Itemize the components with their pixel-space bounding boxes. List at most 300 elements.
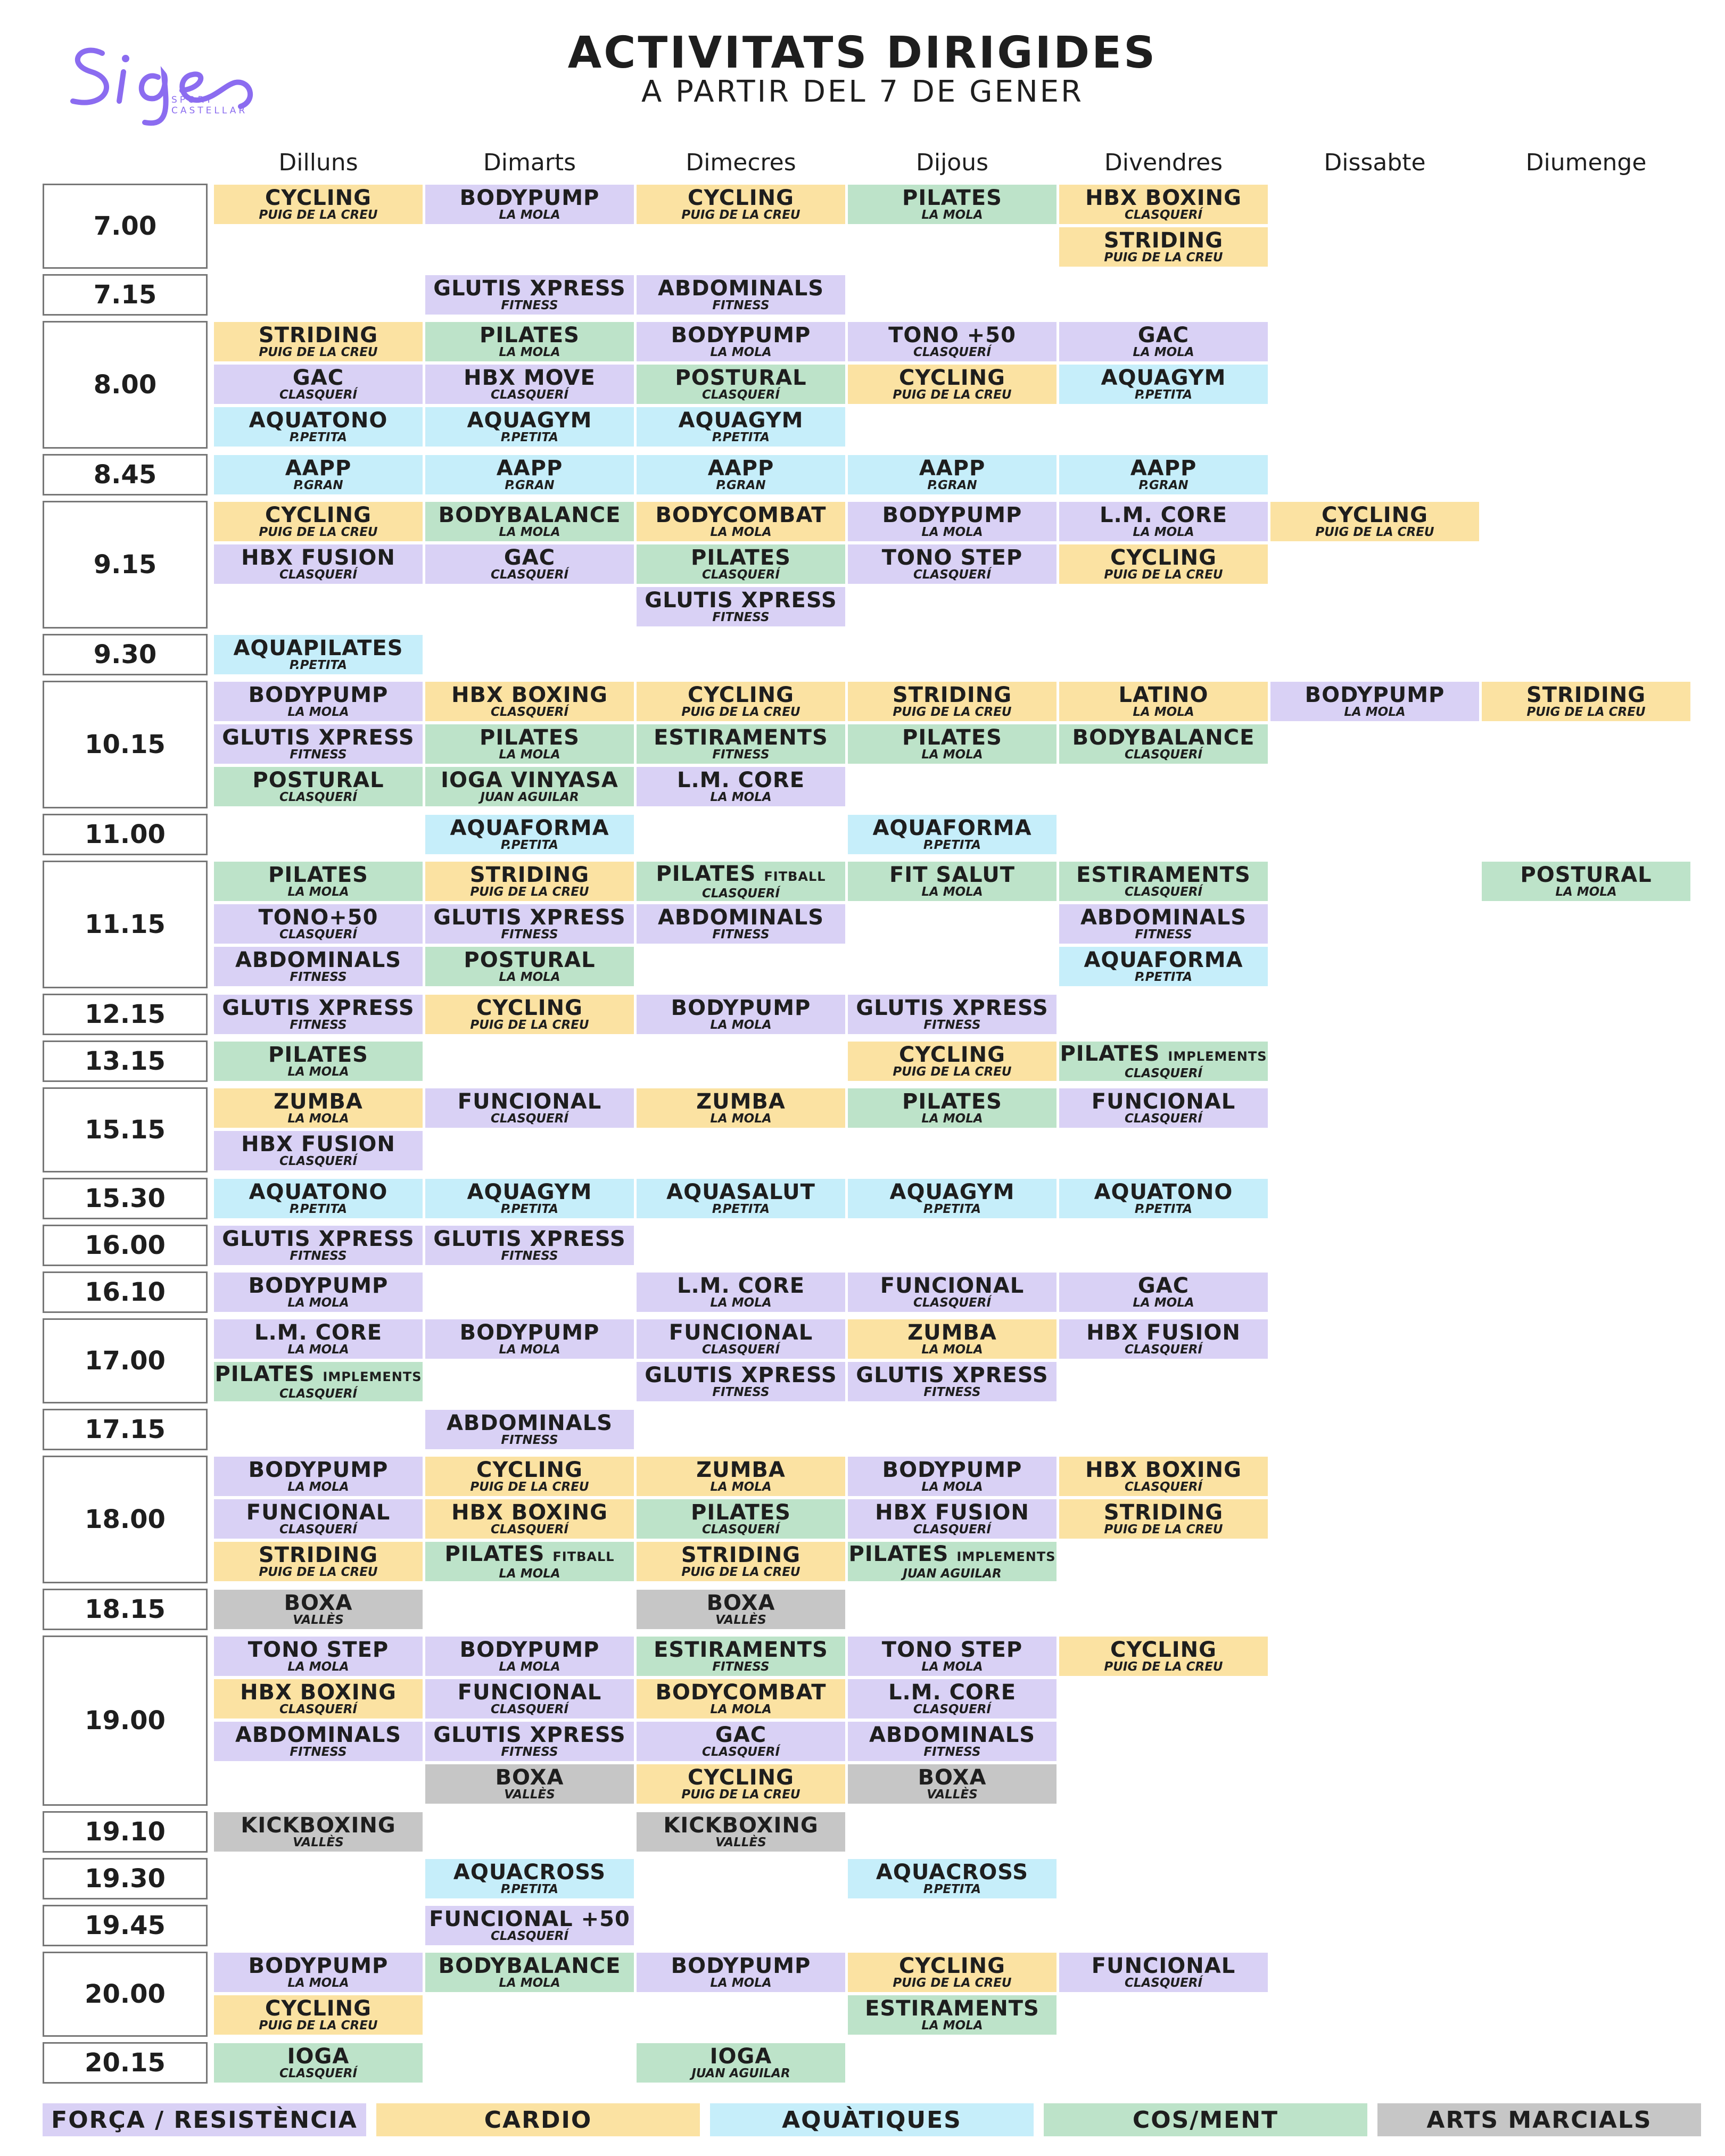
class-name-text: GLUTIS XPRESS [433,276,626,301]
class-name-text: HBX FUSION [241,1132,395,1157]
class-name-text: TONO STEP [247,1638,389,1662]
time-slot-label: 9.30 [43,634,208,675]
day-header: Dimarts [483,149,576,176]
class-cell [637,455,845,494]
class-cell [425,767,634,806]
class-location: CLASQUERÍ [1124,1976,1203,1990]
class-cell [425,275,634,315]
class-cell [1059,322,1268,361]
class-cell [1059,862,1268,901]
class-location: PUIG DE LA CREU [681,1788,800,1802]
class-location: CLASQUERÍ [913,1703,992,1716]
class-name [249,1459,389,1481]
class-location: JUAN AGUILAR [480,790,579,804]
class-name [1101,367,1226,389]
class-name-text: AAPP [496,456,563,481]
class-location: CLASQUERÍ [490,388,569,402]
class-name [710,2046,772,2067]
class-name-text: CYCLING [899,1043,1005,1067]
class-name-text: ABDOMINALS [657,276,824,301]
class-cell [1059,1457,1268,1496]
day-headers [0,149,1725,181]
class-name-text: BOXA [284,1591,353,1615]
class-name-text: GAC [504,546,556,570]
class-name-text: BODYPUMP [671,323,811,348]
class-cell [848,1042,1057,1081]
class-name-text: BODYPUMP [882,1458,1022,1482]
class-name [504,547,555,568]
class-cell [425,1179,634,1218]
class-name-text: GLUTIS XPRESS [433,1227,626,1251]
class-cell [637,322,845,361]
class-name [654,1639,828,1661]
class-cell [848,1859,1057,1898]
class-name-suffix: IMPLEMENTS [1168,1048,1267,1064]
class-location: PUIG DE LA CREU [470,1018,589,1032]
class-cell [214,1042,423,1081]
class-cell [214,682,423,721]
class-cell [637,275,845,315]
class-location: P.GRAN [1138,478,1188,492]
class-cell [214,1953,423,1992]
class-name-text: PILATES [444,1542,545,1566]
class-cell [214,365,423,404]
class-name [268,864,368,886]
class-name [1104,230,1223,251]
class-location: LA MOLA [287,1296,349,1310]
class-name-text: TONO STEP [881,1638,1023,1662]
class-location: LA MOLA [921,1480,983,1494]
class-name-text: GAC [1137,1274,1190,1298]
class-cell [637,544,845,584]
class-location: CLASQUERÍ [279,2067,358,2080]
class-name-text: GLUTIS XPRESS [222,1227,415,1251]
logo-tagline-line1: SPORT [171,95,214,105]
class-name [663,1815,818,1836]
class-cell [1059,1637,1268,1676]
class-cell [848,724,1057,764]
class-location: PUIG DE LA CREU [681,1565,800,1579]
class-name [240,1682,397,1703]
class-name-text: AQUATONO [249,1180,388,1204]
class-name-text: KICKBOXING [241,1813,396,1838]
class-location: CLASQUERÍ [490,705,569,719]
class-name-text: IOGA [709,2044,772,2069]
time-slot-label: 19.10 [43,1811,208,1853]
class-name [1086,1322,1241,1343]
class-location: CLASQUERÍ [279,388,358,402]
class-name-text: BODYBALANCE [1072,725,1255,750]
class-name [1092,1955,1235,1977]
class-cell [214,1812,423,1852]
class-cell [848,1764,1057,1804]
class-name [848,1543,1055,1567]
class-cell [425,1319,634,1359]
class-location: PUIG DE LA CREU [259,1565,378,1579]
class-name-text: FUNCIONAL +50 [429,1907,630,1931]
class-cell [425,1859,634,1898]
class-name-text: STRIDING [469,863,590,887]
class-name-text: AAPP [285,456,352,481]
class-cell [637,587,845,626]
class-name [1085,1459,1242,1481]
class-name [681,1544,800,1566]
class-name [241,1134,395,1155]
class-location: P.GRAN [293,478,343,492]
class-cell [214,1542,423,1581]
class-name-text: FUNCIONAL [1091,1089,1236,1114]
class-name-text: CYCLING [1110,546,1217,570]
class-name [1305,684,1445,706]
class-name-text: HBX FUSION [1086,1320,1241,1345]
class-name-text: POSTURAL [1520,863,1652,887]
class-name [464,367,596,389]
class-cell [848,1362,1057,1401]
class-name [654,727,828,748]
class-name [677,1275,805,1296]
class-location: CLASQUERÍ [1124,1066,1203,1080]
class-name [919,458,986,479]
class-name-text: GAC [292,366,344,390]
time-slot-label: 18.00 [43,1456,208,1583]
class-cell [425,1679,634,1719]
class-name [480,325,580,346]
class-name-text: BODYCOMBAT [655,503,827,527]
time-slot-label: 18.15 [43,1589,208,1630]
class-name [865,1998,1039,2019]
class-location: P.GRAN [505,478,555,492]
class-cell [637,995,845,1034]
class-location: LA MOLA [287,705,349,719]
class-name-text: BODYPUMP [1305,683,1445,707]
class-location: LA MOLA [921,2019,983,2033]
class-cell [214,1131,423,1170]
time-slot-label: 19.45 [43,1905,208,1946]
class-name [656,863,826,887]
class-name-text: CYCLING [688,683,794,707]
category-legend [0,2103,1725,2136]
class-location: FITNESS [290,970,347,984]
class-cell [214,1499,423,1539]
class-location: P.PETITA [923,838,981,852]
class-cell [1059,1319,1268,1359]
class-name [464,949,595,971]
class-cell [214,1679,423,1719]
class-cell [214,1457,423,1496]
class-cell [1059,544,1268,584]
class-name [1076,864,1251,886]
class-name [433,1724,625,1746]
class-cell [214,724,423,764]
class-name-text: STRIDING [258,323,378,348]
class-name [1084,949,1243,971]
class-name [241,547,395,568]
class-name-text: AQUATONO [1094,1180,1233,1204]
class-cell [425,862,634,901]
class-location: LA MOLA [499,970,560,984]
class-name [235,1724,401,1746]
class-name [222,727,414,748]
class-name [458,1682,601,1703]
class-name-text: POSTURAL [252,768,384,792]
class-name [645,1365,837,1386]
class-name [882,505,1022,526]
class-name [688,684,794,706]
class-location: P.PETITA [289,431,348,444]
class-cell [1059,1179,1268,1218]
class-name-text: BODYPUMP [248,683,389,707]
class-location: FITNESS [712,610,770,624]
class-name-text: POSTURAL [675,366,807,390]
class-name [249,1275,389,1296]
class-location: LA MOLA [710,1018,772,1032]
class-name-text: ABDOMINALS [235,1723,402,1747]
class-name [433,1228,625,1250]
class-name-text: PILATES [902,186,1002,210]
class-name [856,1365,1048,1386]
class-name [679,410,804,431]
class-location: LA MOLA [499,748,560,762]
class-name-text: HBX BOXING [1085,186,1242,210]
class-name [888,325,1016,346]
time-slot-label: 16.10 [43,1271,208,1313]
class-name-text: PILATES [268,863,368,887]
class-location: LA MOLA [499,1343,560,1357]
class-location: CLASQUERÍ [279,1523,358,1537]
day-header: Dilluns [278,149,358,176]
class-location: PUIG DE LA CREU [893,705,1012,719]
class-name-text: BODYPUMP [671,1954,811,1978]
class-name-text: L.M. CORE [676,768,805,792]
class-location: FITNESS [712,1660,770,1674]
class-location: FITNESS [923,1385,981,1399]
class-name-text: HBX MOVE [464,366,596,390]
class-location: CLASQUERÍ [701,886,780,901]
class-name [496,1767,564,1788]
class-name [441,770,618,791]
class-cell [425,322,634,361]
day-header: Dijous [915,149,989,176]
class-location: P.PETITA [923,1202,981,1216]
class-name-text: PILATES [902,1089,1002,1114]
class-cell [425,1722,634,1761]
class-location: P.PETITA [1134,388,1193,402]
class-location: LA MOLA [710,790,772,804]
class-name-text: FUNCIONAL [668,1320,813,1345]
class-name-text: L.M. CORE [676,1274,805,1298]
class-cell [848,185,1057,224]
class-name-text: TONO+50 [258,905,378,930]
class-cell [848,1542,1057,1581]
class-location: PUIG DE LA CREU [259,525,378,539]
class-location: LA MOLA [921,525,983,539]
class-cell [848,1499,1057,1539]
class-cell [1059,724,1268,764]
class-name-text: PILATES [480,725,580,750]
class-name [1110,1639,1217,1661]
class-name-text: CYCLING [476,1458,583,1482]
class-cell [1059,1273,1268,1312]
class-name [249,410,388,431]
class-location: VALLÈS [293,1613,344,1627]
class-location: LA MOLA [287,1480,349,1494]
class-name-text: AAPP [919,456,986,481]
time-slot-label: 20.15 [43,2042,208,2084]
class-location: LA MOLA [499,1566,560,1581]
class-location: CLASQUERÍ [913,1296,992,1310]
class-location: P.PETITA [1134,1202,1193,1216]
class-location: CLASQUERÍ [1124,1480,1203,1494]
time-slot-label: 10.15 [43,681,208,808]
class-cell [1059,365,1268,404]
class-name [470,864,589,886]
class-cell [425,365,634,404]
class-cell [214,1995,423,2035]
class-location: PUIG DE LA CREU [470,885,589,899]
class-name [893,684,1012,706]
time-slot-label: 17.00 [43,1318,208,1403]
class-name-text: STRIDING [681,1543,801,1567]
class-cell [1059,682,1268,721]
day-header: Dissabte [1324,149,1426,176]
class-name [1085,187,1242,209]
class-location: P.PETITA [712,431,770,444]
class-cell [425,682,634,721]
class-location: PUIG DE LA CREU [681,208,800,222]
class-cell [425,455,634,494]
class-location: PUIG DE LA CREU [893,1065,1012,1079]
class-name-text: CYCLING [1322,503,1428,527]
class-name-text: FUNCIONAL [1091,1954,1236,1978]
class-name-text: BODYPUMP [248,1458,389,1482]
class-name-text: STRIDING [1526,683,1646,707]
class-location: LA MOLA [710,1703,772,1716]
class-cell [214,1637,423,1676]
class-name [669,1322,813,1343]
class-name-text: AQUACROSS [453,1860,606,1885]
class-name-text: CYCLING [688,1765,794,1790]
class-location: P.PETITA [500,838,559,852]
class-location: LA MOLA [1133,345,1194,359]
class-cell [1059,502,1268,541]
class-name [235,949,401,971]
class-name-text: GAC [1137,323,1190,348]
class-name [688,187,794,209]
class-cell [425,904,634,944]
class-name [918,1767,987,1788]
legend-item: COS/MENT [1044,2103,1367,2136]
class-name-text: BOXA [918,1765,987,1790]
class-name-text: TONO STEP [881,546,1023,570]
class-cell [637,1812,845,1852]
class-location: CLASQUERÍ [1124,208,1203,222]
class-cell [214,995,423,1034]
class-cell [425,1637,634,1676]
class-location: FITNESS [712,748,770,762]
class-location: FITNESS [712,299,770,312]
class-name-text: GLUTIS XPRESS [433,905,626,930]
class-name-text: CYCLING [265,1996,372,2021]
class-location: P.GRAN [927,478,977,492]
class-name [222,997,414,1019]
class-cell [1482,682,1690,721]
class-name [460,187,600,209]
class-cell [848,322,1057,361]
class-location: LA MOLA [287,1976,349,1990]
class-name-text: ESTIRAMENTS [865,1996,1039,2021]
class-name-text: AAPP [707,456,774,481]
class-cell [214,1590,423,1629]
class-name [1138,1275,1189,1296]
class-name-text: BODYPUMP [459,186,600,210]
class-cell [214,1319,423,1359]
class-name-text: HBX BOXING [451,1500,608,1525]
class-location: PUIG DE LA CREU [259,2019,378,2033]
class-location: P.PETITA [500,1202,559,1216]
class-name [476,1459,583,1481]
class-name-text: GAC [715,1723,767,1747]
class-name [889,864,1015,886]
class-cell [848,1179,1057,1218]
class-location: FITNESS [1135,928,1192,941]
class-cell [214,185,423,224]
class-cell [214,322,423,361]
time-slot-label: 19.00 [43,1635,208,1806]
class-name [480,727,580,748]
class-name [444,1543,614,1567]
class-cell [848,1273,1057,1312]
class-name-text: AQUAGYM [467,408,592,433]
class-cell [425,1226,634,1265]
class-cell [848,1637,1057,1676]
class-name [888,1682,1016,1703]
class-name-text: CYCLING [1110,1638,1217,1662]
class-location: FITNESS [712,1385,770,1399]
class-name-text: AQUAFORMA [450,816,609,840]
class-cell [637,1319,845,1359]
class-cell [637,862,845,901]
class-location: JUAN AGUILAR [691,2067,790,2080]
class-cell [1059,455,1268,494]
time-slot-label: 15.15 [43,1087,208,1172]
class-cell [425,995,634,1034]
class-name [645,590,837,611]
class-cell [1270,682,1479,721]
class-name-text: BOXA [706,1591,775,1615]
class-cell [425,1953,634,1992]
class-location: CLASQUERÍ [1124,1112,1203,1126]
class-name [658,278,824,299]
time-slot-label: 13.15 [43,1040,208,1082]
class-name-text: IOGA VINYASA [441,768,618,792]
class-name [265,1998,372,2019]
class-name-text: GLUTIS XPRESS [856,996,1049,1020]
class-cell [848,1319,1057,1359]
class-name [259,325,378,346]
class-name [249,1182,388,1203]
class-location: LA MOLA [499,525,560,539]
class-location: FITNESS [501,1745,558,1759]
class-location: CLASQUERÍ [701,1745,780,1759]
class-cell [637,1764,845,1804]
class-name [287,2046,350,2067]
class-name-text: KICKBOXING [663,1813,819,1838]
legend-item: FORÇA / RESISTÈNCIA [43,2103,366,2136]
class-name [691,547,791,568]
class-name [675,367,806,389]
class-name-text: PILATES [691,546,791,570]
class-cell [214,1088,423,1128]
